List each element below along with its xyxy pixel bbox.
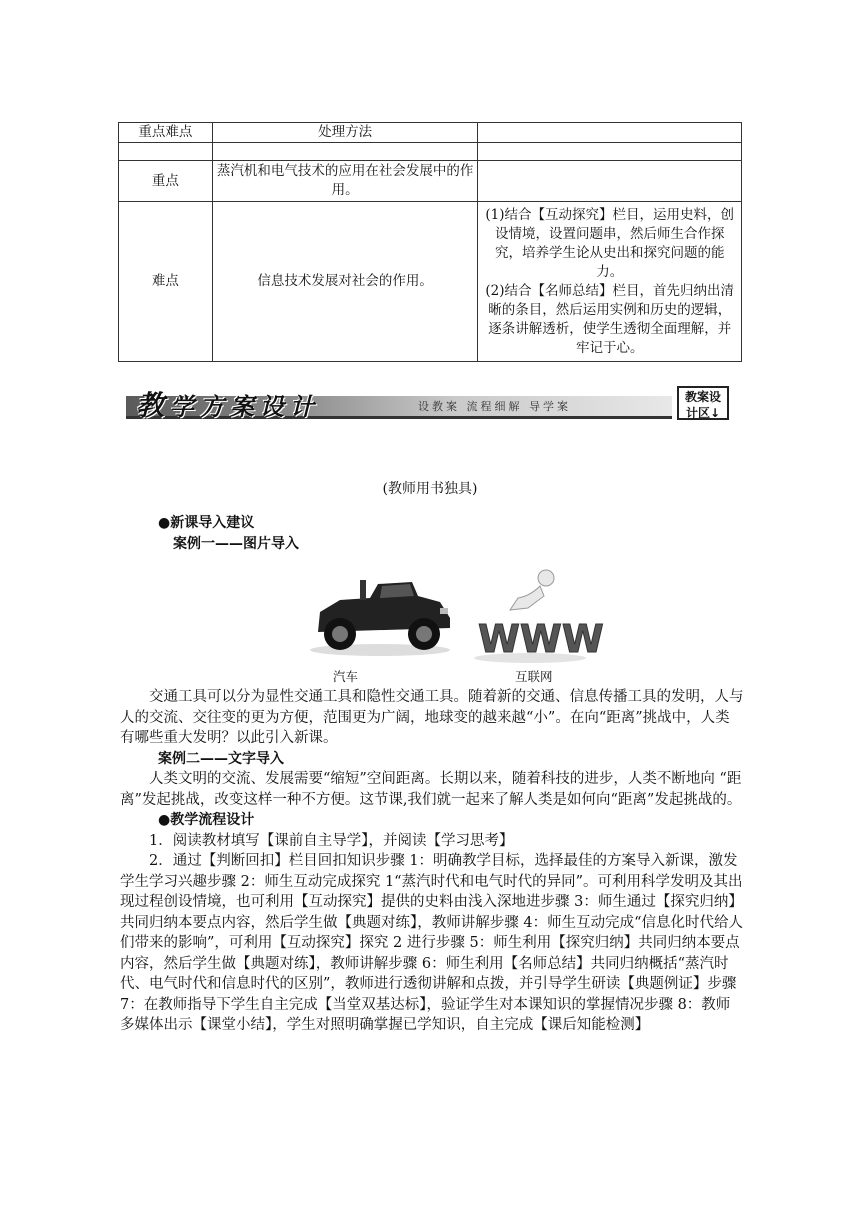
flow-step-2: 2．通过【判断回扣】栏目回扣知识步骤 1：明确教学目标，选择最佳的方案导入新课，激发学生学习兴趣步骤 2：师生互动完成探究 1“蒸汽时代和电气时代的异同”。可利用科学发明及其出现过程创设情境，也可利用【互动探究】提供的史料由浅入深地进步骤 3：师生通过【探究归纳】共同归纳本要点内容，然后学生做【典题对练】，教师讲解步骤 4：师生互动完成“信息化时代给人们带来的影响”，可利用【互动探究】探究 2 进行步骤 5：师生利用【探究归纳】共同归纳本要点内容，然后学生做【典题对练】，教师讲解步骤 6：师生利用【名师总结】共同归纳概括“蒸汽时代、电气时代和信息时代的区别”，教师进行透彻讲解和点拨，并引导学生研读【典题例证】步骤 7：在教师指导下学生自主完成【当堂双基达标】，验证学生对本课知识的掌握情况步骤 8：教师多媒体出示【课堂小结】，学生对照明确掌握已学知识，自主完成【课后知能检测】 [120,853,743,1033]
internet-image [470,566,604,664]
header-empty [478,123,742,143]
key-difficulty-table [118,122,742,362]
table-row-key [119,161,742,202]
method-1: (1)结合【互动探究】栏目，运用史料，创设情境，设置问题串，然后师生合作探究，培养学生论从史出和探究问题的能力。 [485,206,735,280]
method-2: (2)结合【名师总结】栏目，首先归纳出清晰的条目，然后运用实例和历史的逻辑，逐条讲解透析，使学生透彻全面理解，并牢记于心。 [485,282,735,356]
section-banner [126,386,736,424]
intro-heading-block [158,513,743,554]
banner-title: 教学方案设计 [136,389,321,422]
case1-title: 案例一——图片导入 [173,535,299,552]
table-empty-row [119,143,742,161]
flow-step-1: 1．阅读教材填写【课前自主导学】，并阅读【学习思考】 [149,832,514,849]
table-header-row [119,123,742,143]
difficulty-content: 信息技术发展对社会的作用。 [212,202,478,362]
key-label: 重点 [119,161,213,202]
banner-box: 教案设 计区↓ [677,386,729,420]
table-row-difficulty [119,202,742,362]
difficulty-label: 难点 [119,202,213,362]
header-method: 处理方法 [212,123,478,143]
case1-text-block [120,687,744,1036]
www-text: WWW [478,617,604,661]
internet-caption: 互联网 [515,669,553,684]
car-caption: 汽车 [333,669,359,684]
case2-text: 人类文明的交流、发展需要“缩短”空间距离。长期以来，随着科技的进步，人类不断地向 “距离”发起挑战，改变这样一种不方便。这节课,我们就一起来了解人类是如何向“距离”发起挑战的。 [120,771,742,808]
car-image [300,562,460,662]
section-flow-heading: ●教学流程设计 [158,812,255,828]
header-key-difficulty: 重点难点 [119,123,213,143]
case1-text: 交通工具可以分为显性交通工具和隐性交通工具。随着新的交通、信息传播工具的发明，人与人的交流、交往变的更为方便，范围更为广阔，地球变的越来越“小”。在向“距离”挑战中，人类有哪些重大发明？以此引入新课。 [120,689,744,746]
key-content: 蒸汽机和电气技术的应用在社会发展中的作用。 [212,161,478,202]
teacher-note: (教师用书独具) [382,481,478,497]
banner-subtitle: 设教案 流程细解 导学案 [418,400,571,413]
section-intro-heading: ●新课导入建议 [158,515,255,531]
method-cell [478,202,742,362]
case2-title: 案例二——文字导入 [158,750,284,767]
